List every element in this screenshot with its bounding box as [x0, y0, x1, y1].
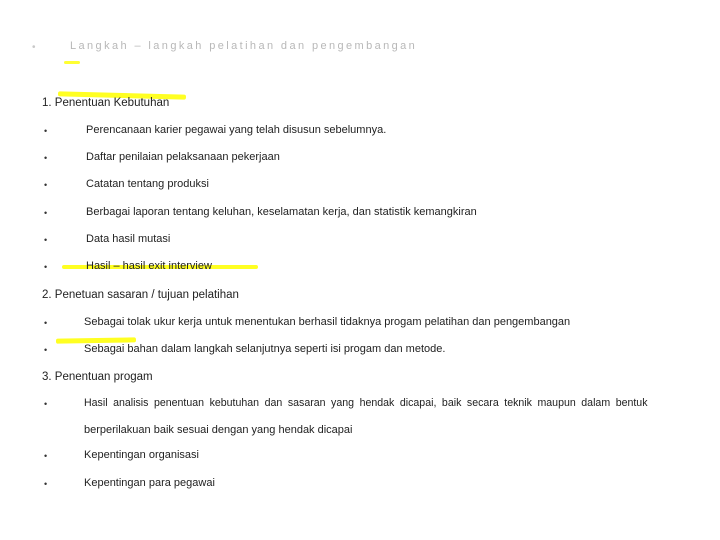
list-item: Catatan tentang produksi — [86, 178, 209, 190]
bullet: • — [44, 153, 48, 163]
bullet: • — [44, 479, 48, 489]
list-item: Daftar penilaian pelaksanaan pekerjaan — [86, 151, 280, 163]
section-heading-sasaran: 2. Penetuan sasaran / tujuan pelatihan — [42, 289, 239, 301]
list-item: Sebagai bahan dalam langkah selanjutnya seperti isi progam dan metode. — [84, 343, 446, 355]
bullet: • — [44, 345, 48, 355]
section-heading-progam: 3. Penentuan progam — [42, 371, 153, 383]
slide-title: Langkah – langkah pelatihan dan pengembangan — [70, 40, 418, 52]
list-item: Data hasil mutasi — [86, 233, 171, 245]
list-item: Berbagai laporan tentang keluhan, keselamatan kerja, dan statistik kemangkiran — [86, 206, 477, 218]
bullet: • — [44, 208, 48, 218]
list-item: Hasil analisis penentuan kebutuhan dan sasaran yang hendak dicapai, baik secara teknik maupun dalam bentuk — [84, 397, 648, 409]
list-item: Kepentingan organisasi — [84, 449, 199, 461]
bullet: • — [44, 126, 48, 136]
list-item: Kepentingan para pegawai — [84, 477, 215, 489]
bullet: • — [44, 235, 48, 245]
bullet: • — [44, 318, 48, 328]
list-item: Hasil – hasil exit interview — [86, 260, 212, 272]
list-item-continuation: berperilakuan baik sesuai dengan yang hendak dicapai — [84, 424, 353, 436]
list-item: Sebagai tolak ukur kerja untuk menentukan berhasil tidaknya progam pelatihan dan pengembangan — [84, 316, 571, 328]
section-heading-kebutuhan: 1. Penentuan Kebutuhan — [42, 97, 170, 109]
title-bullet: • — [32, 42, 36, 53]
highlight-stroke — [64, 61, 80, 64]
bullet: • — [44, 451, 48, 461]
bullet: • — [44, 399, 48, 409]
list-item: Perencanaan karier pegawai yang telah disusun sebelumnya. — [86, 124, 387, 136]
bullet: • — [44, 262, 48, 272]
bullet: • — [44, 180, 48, 190]
